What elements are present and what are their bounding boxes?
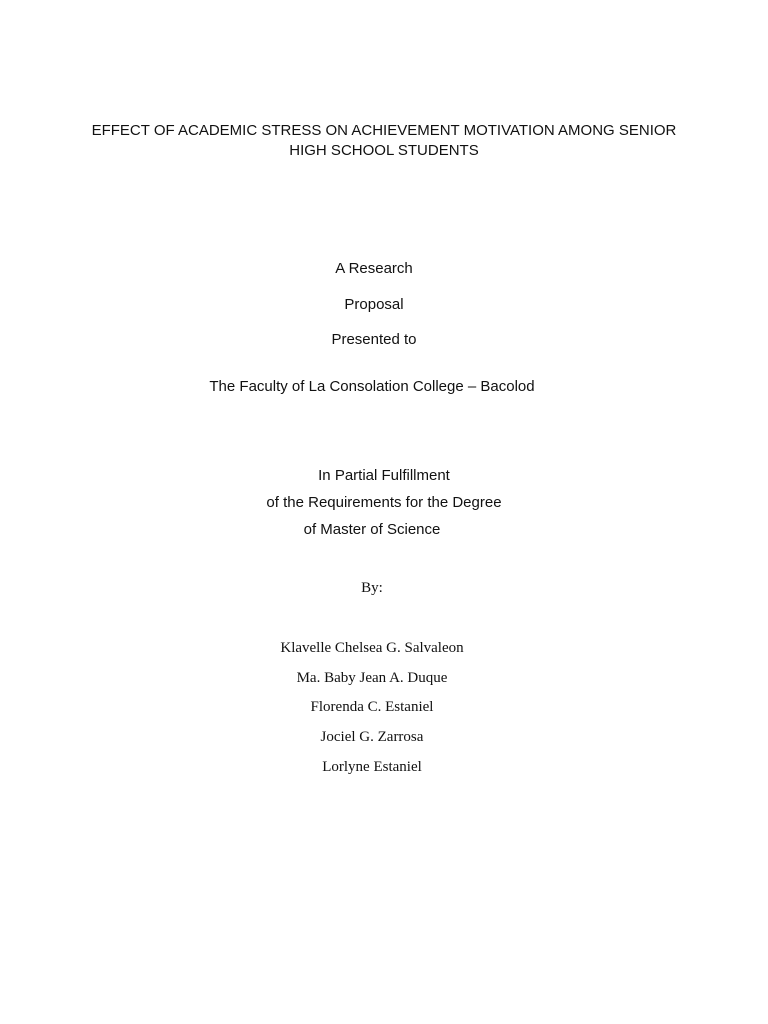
fulfillment-line-2: of the Requirements for the Degree [266,494,502,511]
author-name: Florenda C. Estaniel [310,699,434,715]
author-name: Jociel G. Zarrosa [320,729,424,745]
fulfillment-line-1: In Partial Fulfillment [318,467,450,484]
fulfillment-line-3: of Master of Science [303,521,441,538]
faculty-line: The Faculty of La Consolation College – Bacolod [209,378,535,395]
author-name: Ma. Baby Jean A. Duque [296,670,448,686]
title-line-2: HIGH SCHOOL STUDENTS [289,142,479,159]
author-name: Klavelle Chelsea G. Salvaleon [280,640,464,656]
by-label: By: [361,580,383,596]
proposal-line-2: Proposal [344,296,404,313]
title-line-1: EFFECT OF ACADEMIC STRESS ON ACHIEVEMENT MOTIVATION AMONG SENIOR [91,122,677,139]
author-name: Lorlyne Estaniel [322,759,422,775]
proposal-line-1: A Research [335,260,413,277]
proposal-line-3: Presented to [331,331,417,348]
